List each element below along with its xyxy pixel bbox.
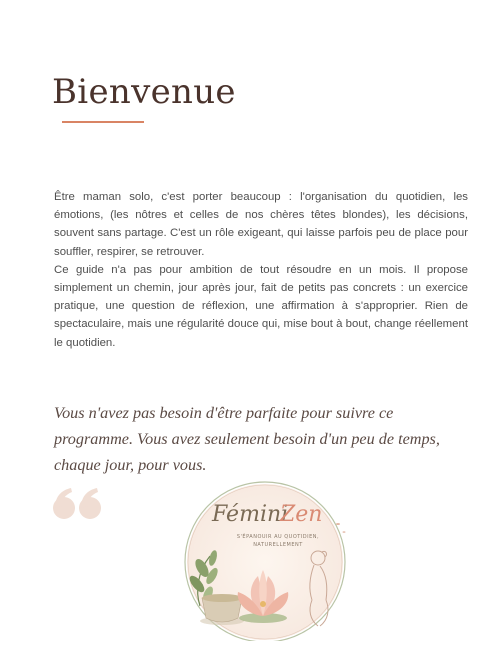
quote-block <box>54 400 464 478</box>
logo-tagline-line1: S'ÉPANOUIR AU QUOTIDIEN, <box>236 534 320 540</box>
intro-paragraph-2: Ce guide n'a pas pour ambition de tout résoudre en un mois. Il propose simplement un chemin, jour après jour, fait de petits pas concrets : un exercice pratique, une question de réflexion, une affirmation à s'approprier. Rien de spectaculaire, mais une régularité douce qui, mise bout à bout, change réellement le quotidien. <box>54 263 468 349</box>
intro-text <box>54 188 468 352</box>
double-quote-icon <box>52 486 104 526</box>
page-title: Bienvenue <box>52 72 236 112</box>
title-underline <box>62 121 144 123</box>
quote-text: Vous n'avez pas besoin d'être parfaite pour suivre ce programme. Vous avez seulement besoin d'un peu de temps, chaque jour, pour vous. <box>54 404 440 474</box>
logo-brand-part1: Fémini <box>212 502 289 527</box>
logo-brand-part2: Zen <box>280 502 323 527</box>
logo-tagline-line2: NATURELLEMENT <box>253 542 303 548</box>
tea-cup-icon <box>200 594 244 625</box>
intro-paragraph-1: Être maman solo, c'est porter beaucoup : l'organisation du quotidien, les émotions, (les nôtres et celles de nos chères têtes blondes), les décisions, souvent sans partage. C'est un rôle exigeant, qui laisse parfois peu de place pour souffler, respirer, se retrouver. <box>54 191 468 258</box>
feminizen-logo <box>150 476 365 641</box>
